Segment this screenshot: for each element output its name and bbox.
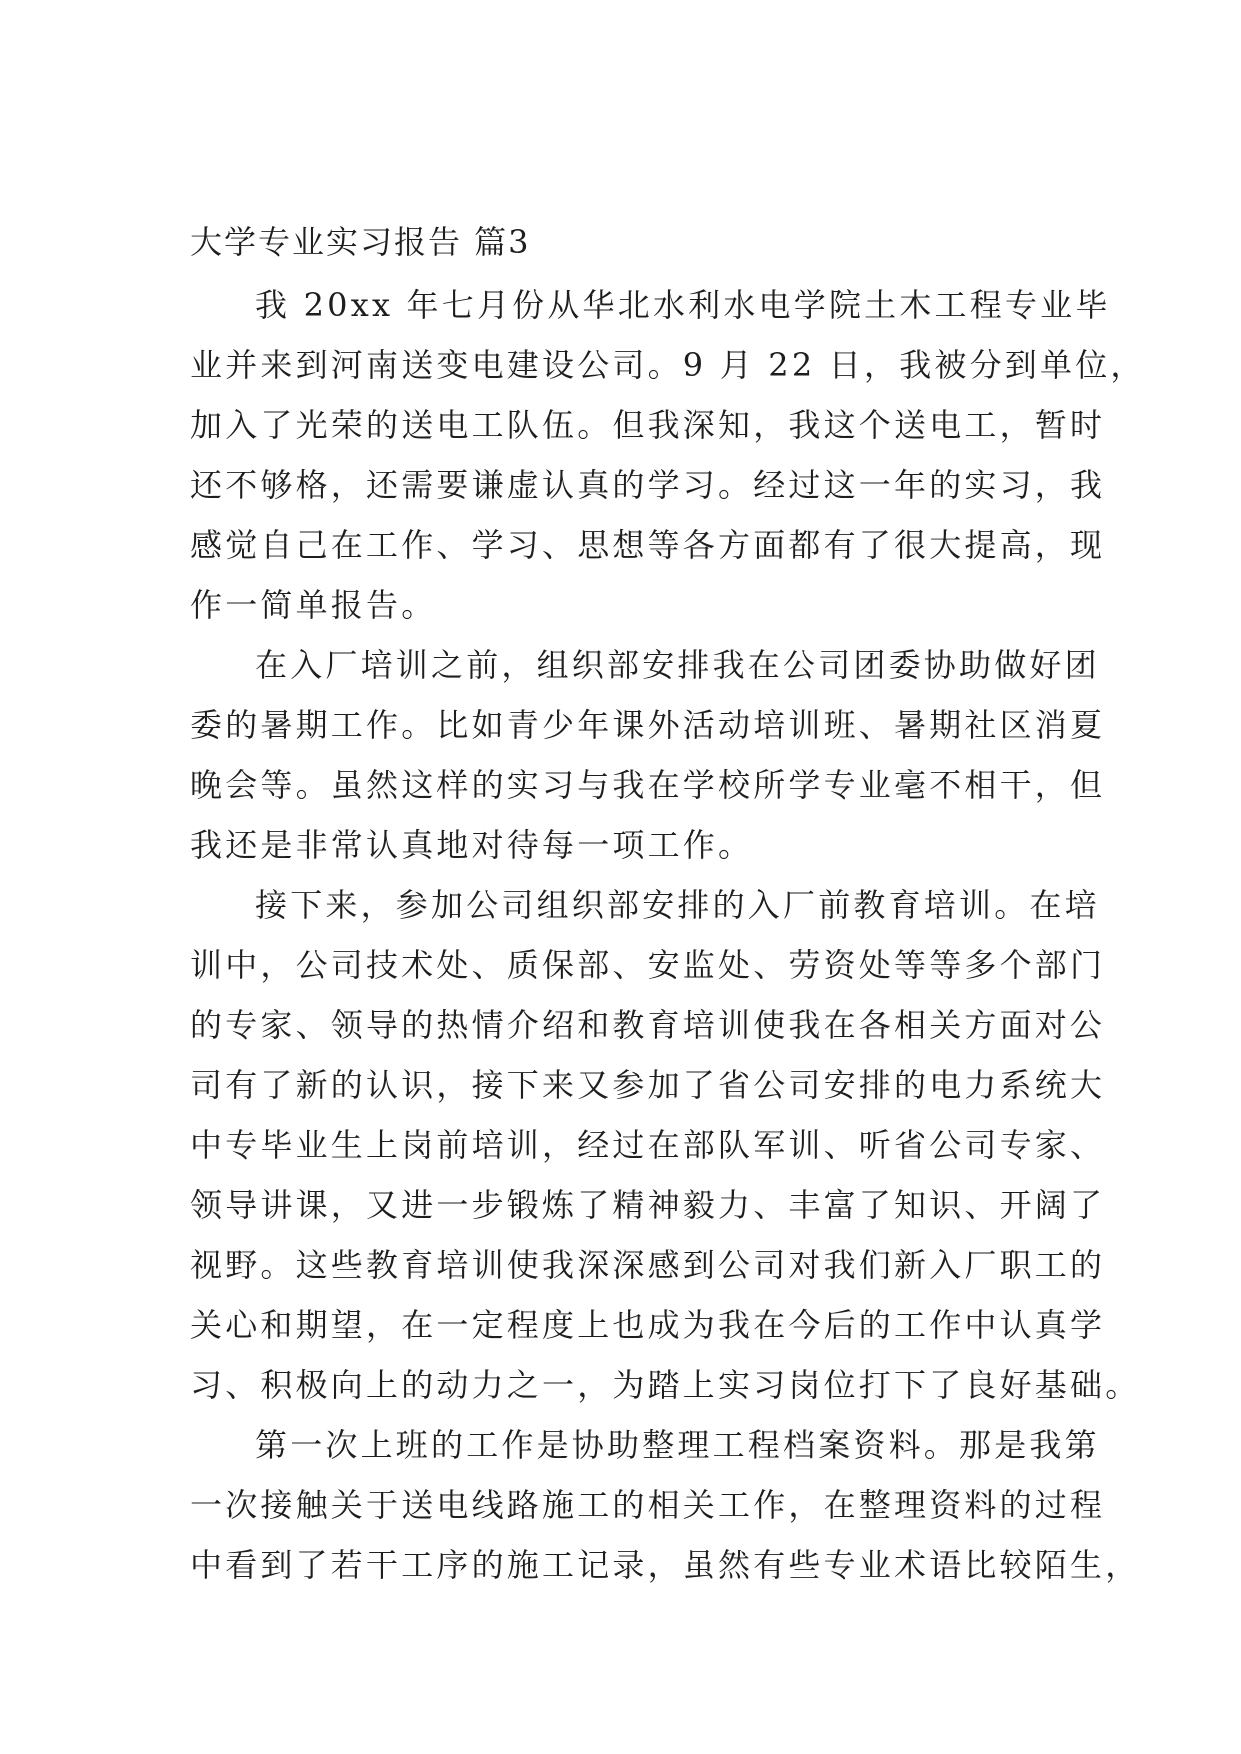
paragraph-line: 领导讲课，又进一步锻炼了精神毅力、丰富了知识、开阔了 [190, 1186, 1106, 1224]
paragraph-line: 在入厂培训之前，组织部安排我在公司团委协助做好团 [255, 646, 1100, 684]
paragraph-line: 训中，公司技术处、质保部、安监处、劳资处等等多个部门 [190, 946, 1106, 984]
paragraph-line: 感觉自己在工作、学习、思想等各方面都有了很大提高，现 [190, 526, 1106, 564]
paragraph-line: 一次接触关于送电线路施工的相关工作，在整理资料的过程 [190, 1486, 1106, 1524]
paragraph-line: 习、积极向上的动力之一，为踏上实习岗位打下了良好基础。 [190, 1366, 1141, 1404]
paragraph-line: 业并来到河南送变电建设公司。9 月 22 日，我被分到单位， [190, 346, 1146, 384]
paragraph-line: 第一次上班的工作是协助整理工程档案资料。那是我第 [255, 1426, 1100, 1464]
paragraph-line: 我还是非常认真地对待每一项工作。 [190, 826, 754, 864]
document-title: 大学专业实习报告 篇3 [190, 223, 531, 261]
paragraph-line: 还不够格，还需要谦虚认真的学习。经过这一年的实习，我 [190, 466, 1106, 504]
paragraph-line: 晚会等。虽然这样的实习与我在学校所学专业毫不相干，但 [190, 766, 1106, 804]
paragraph-line: 委的暑期工作。比如青少年课外活动培训班、暑期社区消夏 [190, 706, 1106, 744]
paragraph-line: 中看到了若干工序的施工记录，虽然有些专业术语比较陌生， [190, 1546, 1141, 1584]
paragraph-line: 视野。这些教育培训使我深深感到公司对我们新入厂职工的 [190, 1246, 1106, 1284]
paragraph-line: 司有了新的认识，接下来又参加了省公司安排的电力系统大 [190, 1066, 1106, 1104]
paragraph-line: 中专毕业生上岗前培训，经过在部队军训、听省公司专家、 [190, 1126, 1106, 1164]
paragraph-line: 关心和期望，在一定程度上也成为我在今后的工作中认真学 [190, 1306, 1106, 1344]
paragraph-line: 加入了光荣的送电工队伍。但我深知，我这个送电工，暂时 [190, 406, 1106, 444]
paragraph-line: 我 20xx 年七月份从华北水利水电学院土木工程专业毕 [255, 286, 1111, 324]
paragraph-line: 接下来，参加公司组织部安排的入厂前教育培训。在培 [255, 886, 1100, 924]
paragraph-line: 作一简单报告。 [190, 586, 437, 624]
paragraph-line: 的专家、领导的热情介绍和教育培训使我在各相关方面对公 [190, 1006, 1106, 1044]
